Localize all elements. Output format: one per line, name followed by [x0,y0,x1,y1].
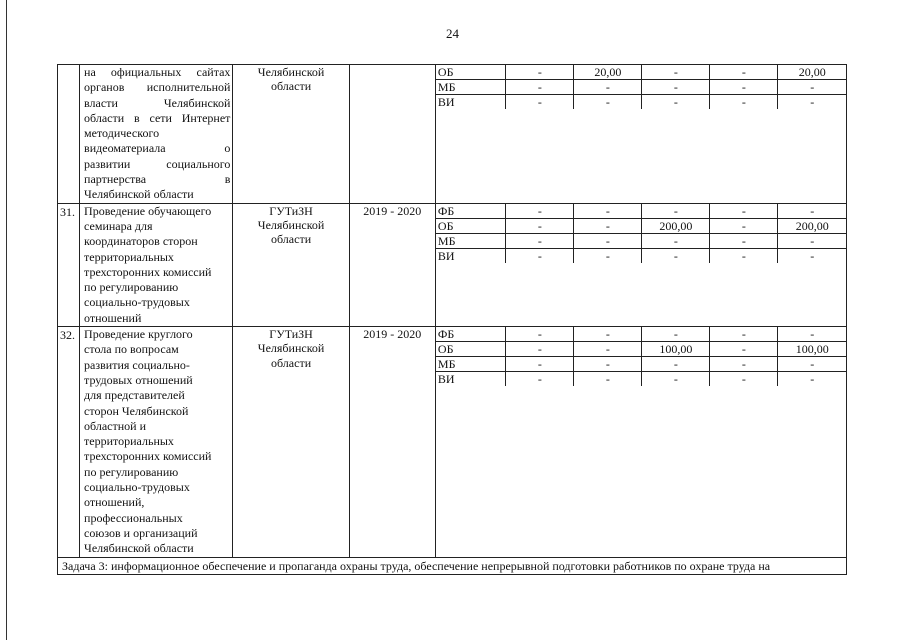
activity-name-line: союзов и организаций [84,525,198,540]
activity-name-line: Челябинской области [84,187,194,202]
funding-value: 100,00 [778,342,846,357]
task-row [58,557,847,574]
funding-value: - [506,372,574,387]
executor-line: ГУТиЗН [269,203,313,218]
activity-name-line: Челябинской области [84,541,194,556]
executor-cell [233,65,349,204]
page-edge-line [6,0,7,640]
row-number-cell [58,65,80,204]
activity-name-line: сторон Челябинской [84,403,189,418]
funding-source: ВИ [437,95,455,109]
funding-value: - [778,248,846,263]
funding-value: 200,00 [642,218,710,233]
funding-value: - [506,95,574,110]
funding-value: - [506,80,574,95]
funding-value: - [778,372,846,387]
executor-line: Челябинской [257,341,325,356]
funding-cell [435,65,846,204]
funding-value: - [710,233,778,248]
activity-name-line: стола по вопросам [84,342,179,357]
funding-value: - [574,248,642,263]
executor-line: Челябинской [257,65,325,79]
funding-table [436,327,846,386]
activity-name-line: трехсторонних комиссий [84,264,212,279]
activity-name-line: по регулированию [84,464,179,479]
funding-row [436,248,846,263]
funding-row [436,327,846,342]
funding-value: 200,00 [778,218,846,233]
task-cell: Задача 3: информационное обеспечение и пропаганда охраны труда, обеспечение непрерывной подготовки работников по охране труда на [58,557,847,574]
funding-row [436,233,846,248]
activity-name-line: областной и [84,418,147,433]
activity-name-line: партнерства в [84,172,231,187]
activity-name-line: Проведение круглого [84,327,193,342]
funding-value: - [506,342,574,357]
funding-cell [435,203,846,326]
table-row [58,65,847,204]
row-number-cell [58,203,80,326]
funding-value: - [778,327,846,342]
activity-name-cell [80,327,233,557]
funding-value: - [574,233,642,248]
funding-source: ОБ [436,218,506,233]
activity-name-line: по регулированию [84,280,179,295]
funding-value: - [778,357,846,372]
activity-name-line: отношений, [84,495,145,510]
funding-value: - [506,204,574,219]
executor-line: области [271,79,312,94]
funding-table [436,65,846,109]
executor-cell [233,327,349,557]
activity-name-line: органов исполнительной [84,80,231,95]
period-cell [349,65,435,204]
funding-value: - [710,342,778,357]
row-number: 32. [60,328,75,343]
funding-cell [435,327,846,557]
funding-value: - [642,357,710,372]
funding-value: - [778,233,846,248]
funding-source: МБ [436,80,506,95]
funding-value: - [506,218,574,233]
funding-value: - [642,248,710,263]
activity-name-line: социально-трудовых [84,295,190,310]
funding-value: - [710,327,778,342]
executor-line: ГУТиЗН [269,327,313,342]
executor-cell [233,203,349,326]
period-text: 2019 - 2020 [363,203,422,218]
funding-value: - [710,248,778,263]
funding-value: - [642,95,710,110]
funding-row [436,342,846,357]
funding-table [436,204,846,263]
funding-value: - [642,233,710,248]
table-row [58,327,847,557]
funding-row [436,65,846,80]
activity-name-line: видеоматериала о [84,141,231,156]
funding-value: 20,00 [778,65,846,80]
funding-value: - [642,204,710,219]
activity-name-cell [80,203,233,326]
executor-line: Челябинской [257,217,325,232]
funding-row [436,218,846,233]
activity-name-line: развитии социального [84,156,231,171]
funding-value: - [574,95,642,110]
activity-name-line: для представителей [84,388,185,403]
activity-name-line: координаторов сторон [84,234,198,249]
activity-name-line: территориальных [84,249,174,264]
activity-name-line: Проведение обучающего [84,203,212,218]
funding-source: МБ [436,233,506,248]
activity-name-line: трудовых отношений [84,372,193,387]
funding-source: ФБ [436,204,506,219]
funding-value: - [778,204,846,219]
activity-name-line: семинара для [84,218,153,233]
period-cell [349,203,435,326]
funding-source: МБ [436,357,506,372]
page-number: 24 [446,26,459,41]
funding-row [436,80,846,95]
activity-name-line: трехсторонних комиссий [84,449,212,464]
funding-value: - [710,95,778,110]
funding-value: 20,00 [574,65,642,80]
executor-line: области [271,355,312,370]
funding-source: ВИ [437,248,455,263]
activity-name-line: развития социально- [84,357,190,372]
activity-name-line: территориальных [84,434,174,449]
funding-source: ОБ [436,342,506,357]
funding-value: - [710,80,778,95]
funding-value: - [710,218,778,233]
funding-value: - [710,372,778,387]
funding-value: - [574,372,642,387]
funding-row [436,204,846,219]
activity-name-line: области в сети Интернет [84,110,231,125]
funding-source: ОБ [436,65,506,80]
funding-value: - [642,65,710,80]
funding-value: - [778,80,846,95]
funding-row [436,95,846,110]
period-text: 2019 - 2020 [363,327,422,342]
activity-name-cell [80,65,233,204]
funding-value: - [642,372,710,387]
funding-value: - [506,233,574,248]
funding-value: - [506,327,574,342]
activities-table [57,64,847,575]
funding-value: - [506,65,574,80]
table-row [58,203,847,326]
funding-row [436,372,846,387]
activity-name-line: профессиональных [84,510,183,525]
funding-value: - [642,327,710,342]
activity-name-line: методического [84,126,160,141]
funding-value: - [710,204,778,219]
funding-value: - [574,342,642,357]
executor-line: области [271,232,312,247]
funding-value: - [710,357,778,372]
row-number: 31. [60,204,75,219]
activity-name-line: на официальных сайтах [84,65,231,79]
row-number [58,65,79,67]
funding-value: - [506,357,574,372]
activity-name-line: социально-трудовых [84,480,190,495]
funding-value: - [574,218,642,233]
funding-value: - [574,357,642,372]
funding-value: - [710,65,778,80]
funding-value: - [574,80,642,95]
funding-value: - [778,95,846,110]
funding-value: - [506,248,574,263]
funding-value: 100,00 [642,342,710,357]
row-number-cell [58,327,80,557]
funding-value: - [642,80,710,95]
funding-value: - [574,327,642,342]
funding-source: ФБ [436,327,506,342]
funding-source: ВИ [437,372,455,387]
activity-name-line: власти Челябинской [84,95,231,110]
funding-row [436,357,846,372]
period-cell [349,327,435,557]
activity-name-line: отношений [84,310,142,325]
funding-value: - [574,204,642,219]
